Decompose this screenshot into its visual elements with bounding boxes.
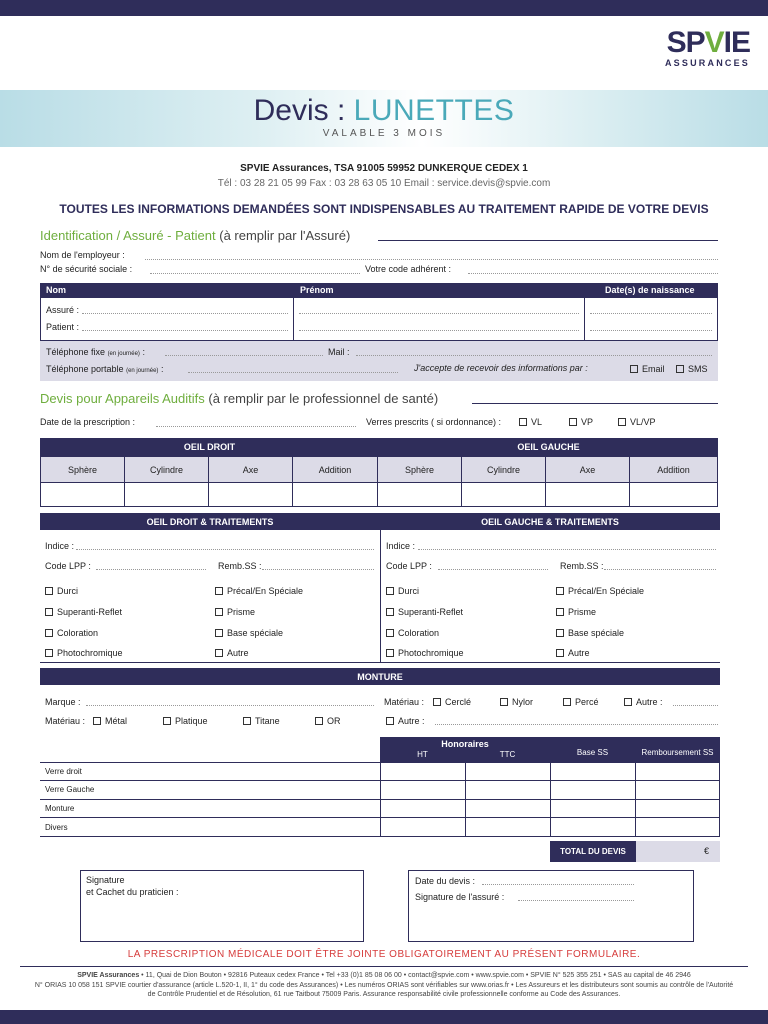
opt-nylor[interactable]: Nylor: [500, 697, 533, 707]
section-rule: [472, 403, 718, 404]
bottom-bar: [0, 1010, 768, 1024]
footer-line-2: N° ORIAS 10 058 151 SPVIE courtier d'assurance (article L.520-1, II, 1° du code des Assurances) • Les numéros ORIAS sont vérifiables sur www.orias.fr • Les Assureurs et les distributeurs sont soumis au contrôle de l'Autorité: [34, 982, 734, 989]
checkbox-icon: [618, 418, 626, 426]
opt-vl[interactable]: VL: [519, 417, 542, 427]
base-ss-label: Base SS: [576, 748, 609, 757]
monture-title: MONTURE: [357, 672, 403, 682]
member-code-label: Votre code adhérent :: [365, 264, 452, 274]
eye-left-title: OEIL GAUCHE: [517, 442, 580, 452]
checkbox-icon: [163, 717, 171, 725]
eye-grid: [40, 456, 718, 507]
assure-nom-field[interactable]: [82, 313, 288, 314]
eye-right-title: OEIL DROIT: [183, 442, 236, 452]
col-dob: Date(s) de naissance: [605, 285, 695, 295]
opt-perce[interactable]: Percé: [563, 697, 599, 707]
assure-prenom-field[interactable]: [299, 313, 579, 314]
checkbox-icon: [569, 418, 577, 426]
opt-precal-left[interactable]: Précal/En Spéciale: [556, 586, 644, 596]
total-label: TOTAL DU DEVIS: [560, 847, 626, 856]
opt-photo-left[interactable]: Photochromique: [386, 648, 464, 658]
eye-input[interactable]: [124, 482, 209, 507]
eye-col: Addition: [629, 456, 718, 483]
prescription-date-label: Date de la prescription :: [40, 417, 136, 427]
ht-label: HT: [417, 750, 428, 759]
eye-col: Axe: [208, 456, 293, 483]
consent-sms[interactable]: SMS: [676, 364, 708, 374]
identity-table-body: [40, 297, 718, 341]
eye-input[interactable]: [545, 482, 630, 507]
opt-precal-right[interactable]: Précal/En Spéciale: [215, 586, 303, 596]
checkbox-icon: [556, 587, 564, 595]
patient-dob-field[interactable]: [590, 330, 712, 331]
indice-left-label: Indice :: [386, 541, 416, 551]
col-divider: [719, 763, 720, 837]
section-rule: [378, 240, 718, 241]
eye-input[interactable]: [292, 482, 378, 507]
indice-left-field[interactable]: [418, 549, 716, 550]
signature-label: Signature: [86, 875, 125, 885]
remb-left-field[interactable]: [604, 569, 716, 570]
prescription-date-field[interactable]: [156, 426, 356, 427]
sign-assure-field[interactable]: [518, 900, 634, 901]
lpp-left-field[interactable]: [438, 569, 548, 570]
eye-col: Sphère: [40, 456, 125, 483]
footer-line-3: de Contrôle Prudentiel et de Résolution, 61 rue Taitbout 75009 Paris. Assurance responsabilité civile professionnelle conforme au Code des Assurances.: [147, 991, 621, 998]
col-divider: [584, 297, 585, 341]
currency-symbol: €: [704, 846, 710, 856]
checkbox-icon: [386, 649, 394, 657]
footer-rule: [20, 966, 748, 967]
opt-titane[interactable]: Titane: [243, 716, 280, 726]
checkbox-icon: [215, 629, 223, 637]
treatments-right-title: OEIL DROIT & TRAITEMENTS: [146, 517, 274, 527]
checkbox-icon: [556, 629, 564, 637]
remb-right-field[interactable]: [262, 569, 374, 570]
member-code-field[interactable]: [468, 273, 718, 274]
spvie-logo: [665, 28, 750, 68]
checkbox-icon: [215, 649, 223, 657]
opt-autre-left[interactable]: Autre: [556, 648, 590, 658]
autre-materiau-field[interactable]: [435, 724, 718, 725]
checkbox-icon: [624, 698, 632, 706]
ssn-field[interactable]: [150, 273, 360, 274]
employer-field[interactable]: [145, 259, 718, 260]
notice: TOUTES LES INFORMATIONS DEMANDÉES SONT INDISPENSABLES AU TRAITEMENT RAPIDE DE VOTRE DEVIS: [59, 202, 709, 216]
patient-prenom-field[interactable]: [299, 330, 579, 331]
assure-dob-field[interactable]: [590, 313, 712, 314]
opt-base-right[interactable]: Base spéciale: [215, 628, 283, 638]
col-divider: [635, 763, 636, 837]
cachet-label: et Cachet du praticien :: [86, 887, 179, 897]
row-assure: Assuré :: [46, 305, 80, 315]
checkbox-icon: [676, 365, 684, 373]
patient-nom-field[interactable]: [82, 330, 288, 331]
logo-sub: ASSURANCES: [664, 58, 750, 68]
page-title: Devis : LUNETTES: [253, 94, 515, 127]
opt-autre-materiau[interactable]: Autre :: [386, 716, 425, 726]
eye-col: Sphère: [377, 456, 462, 483]
checkbox-icon: [519, 418, 527, 426]
opt-durci-right[interactable]: Durci: [45, 586, 78, 596]
row-label: Monture: [45, 804, 75, 813]
opt-autre-right[interactable]: Autre: [215, 648, 249, 658]
col-divider: [293, 297, 294, 341]
opt-vlvp[interactable]: VL/VP: [618, 417, 656, 427]
checkbox-icon: [215, 587, 223, 595]
eye-input[interactable]: [208, 482, 293, 507]
row-label: Verre Gauche: [45, 785, 95, 794]
address: SPVIE Assurances, TSA 91005 59952 DUNKERQUE CEDEX 1: [240, 163, 528, 174]
opt-vp[interactable]: VP: [569, 417, 593, 427]
indice-right-label: Indice :: [45, 541, 75, 551]
col-divider: [550, 763, 551, 837]
sign-assure-label: Signature de l'assuré :: [415, 892, 505, 902]
verres-label: Verres prescrits ( si ordonnance) :: [366, 417, 502, 427]
eye-input[interactable]: [40, 482, 125, 507]
opt-base-left[interactable]: Base spéciale: [556, 628, 624, 638]
checkbox-icon: [45, 629, 53, 637]
eye-input[interactable]: [377, 482, 462, 507]
remb-ss-label: Remboursement SS: [641, 748, 714, 757]
phone-mobile-label: Téléphone portable (en journée) :: [46, 364, 164, 374]
date-devis-field[interactable]: [482, 884, 634, 885]
checkbox-icon: [386, 587, 394, 595]
checkbox-icon: [315, 717, 323, 725]
opt-coloration-left[interactable]: Coloration: [386, 628, 439, 638]
col-divider: [465, 763, 466, 837]
marque-label: Marque :: [45, 697, 81, 707]
treatments-bottom: [40, 662, 720, 663]
opt-prisme-right[interactable]: Prisme: [215, 607, 255, 617]
opt-cercle[interactable]: Cerclé: [433, 697, 471, 707]
lpp-right-field[interactable]: [96, 569, 206, 570]
col-nom: Nom: [46, 285, 66, 295]
checkbox-icon: [386, 717, 394, 725]
checkbox-icon: [433, 698, 441, 706]
checkbox-icon: [556, 608, 564, 616]
eye-input[interactable]: [629, 482, 718, 507]
cost-rows: [40, 763, 720, 837]
checkbox-icon: [630, 365, 638, 373]
opt-metal[interactable]: Métal: [93, 716, 127, 726]
lpp-left-label: Code LPP :: [386, 561, 432, 571]
ttc-label: TTC: [499, 750, 516, 759]
consent-email[interactable]: Email: [630, 364, 665, 374]
opt-platique[interactable]: Platique: [163, 716, 208, 726]
checkbox-icon: [500, 698, 508, 706]
ssn-label: N° de sécurité sociale :: [40, 264, 133, 274]
phone-fixed-field[interactable]: [165, 355, 323, 356]
eye-col: Addition: [292, 456, 378, 483]
col-divider: [380, 763, 381, 837]
prescription-warning: LA PRESCRIPTION MÉDICALE DOIT ÊTRE JOINTE OBLIGATOIREMENT AU PRÉSENT FORMULAIRE.: [127, 949, 641, 960]
row-label: Verre droit: [45, 767, 82, 776]
treatments-divider: [380, 530, 381, 663]
eye-col: Axe: [545, 456, 630, 483]
checkbox-icon: [386, 629, 394, 637]
checkbox-icon: [45, 649, 53, 657]
checkbox-icon: [243, 717, 251, 725]
phone-fixed-label: Téléphone fixe (en journée) :: [46, 347, 145, 357]
eye-col: Cylindre: [461, 456, 546, 483]
materiau-right-label: Matériau :: [384, 697, 425, 707]
remb-right-label: Remb.SS :: [218, 561, 262, 571]
date-devis-label: Date du devis :: [415, 876, 476, 886]
checkbox-icon: [215, 608, 223, 616]
materiau-left-label: Matériau :: [45, 716, 86, 726]
eye-input[interactable]: [461, 482, 546, 507]
treatments-left-title: OEIL GAUCHE & TRAITEMENTS: [481, 517, 619, 527]
opt-prisme-left[interactable]: Prisme: [556, 607, 596, 617]
remb-left-label: Remb.SS :: [560, 561, 604, 571]
row-patient: Patient :: [46, 322, 80, 332]
mail-label: Mail :: [328, 347, 350, 357]
opt-autre-cercle[interactable]: Autre :: [624, 697, 663, 707]
top-bar: [0, 0, 768, 16]
devis-title: Devis pour Appareils Auditifs (à remplir par le professionnel de santé): [40, 391, 439, 406]
checkbox-icon: [386, 608, 394, 616]
eye-col: Cylindre: [124, 456, 209, 483]
logo-main: SPVIE: [666, 26, 750, 59]
honoraires-label: Honoraires: [441, 739, 489, 749]
opt-reflet-right[interactable]: Superanti-Reflet: [45, 607, 122, 617]
opt-photo-right[interactable]: Photochromique: [45, 648, 123, 658]
opt-reflet-left[interactable]: Superanti-Reflet: [386, 607, 463, 617]
row-label: Divers: [45, 823, 68, 832]
lpp-right-label: Code LPP :: [45, 561, 91, 571]
phone-mobile-field[interactable]: [188, 372, 398, 373]
opt-coloration-right[interactable]: Coloration: [45, 628, 98, 638]
contact-line: Tél : 03 28 21 05 99 Fax : 03 28 63 05 10 Email : service.devis@spvie.com: [217, 178, 551, 189]
consent-label: J'accepte de recevoir des informations par :: [414, 363, 588, 373]
employer-label: Nom de l'employeur :: [40, 250, 125, 260]
opt-or[interactable]: OR: [315, 716, 341, 726]
col-prenom: Prénom: [300, 285, 334, 295]
checkbox-icon: [556, 649, 564, 657]
opt-durci-left[interactable]: Durci: [386, 586, 419, 596]
marque-field[interactable]: [86, 705, 374, 706]
identification-title: Identification / Assuré - Patient (à remplir par l'Assuré): [40, 228, 351, 243]
page-subtitle: VALABLE 3 MOIS: [322, 128, 446, 139]
checkbox-icon: [563, 698, 571, 706]
autre-cercle-field[interactable]: [673, 705, 718, 706]
checkbox-icon: [45, 608, 53, 616]
mail-field[interactable]: [356, 355, 712, 356]
indice-right-field[interactable]: [76, 549, 374, 550]
footer-line-1: SPVIE Assurances • 11, Quai de Dion Bouton • 92816 Puteaux cedex France • Tel +33 (0)1 85 08 06 00 • contact@spvie.com • www.spvie.com • SPVIE N° 525 355 251 • SAS au capital de 46 2946: [77, 972, 691, 979]
checkbox-icon: [45, 587, 53, 595]
checkbox-icon: [93, 717, 101, 725]
